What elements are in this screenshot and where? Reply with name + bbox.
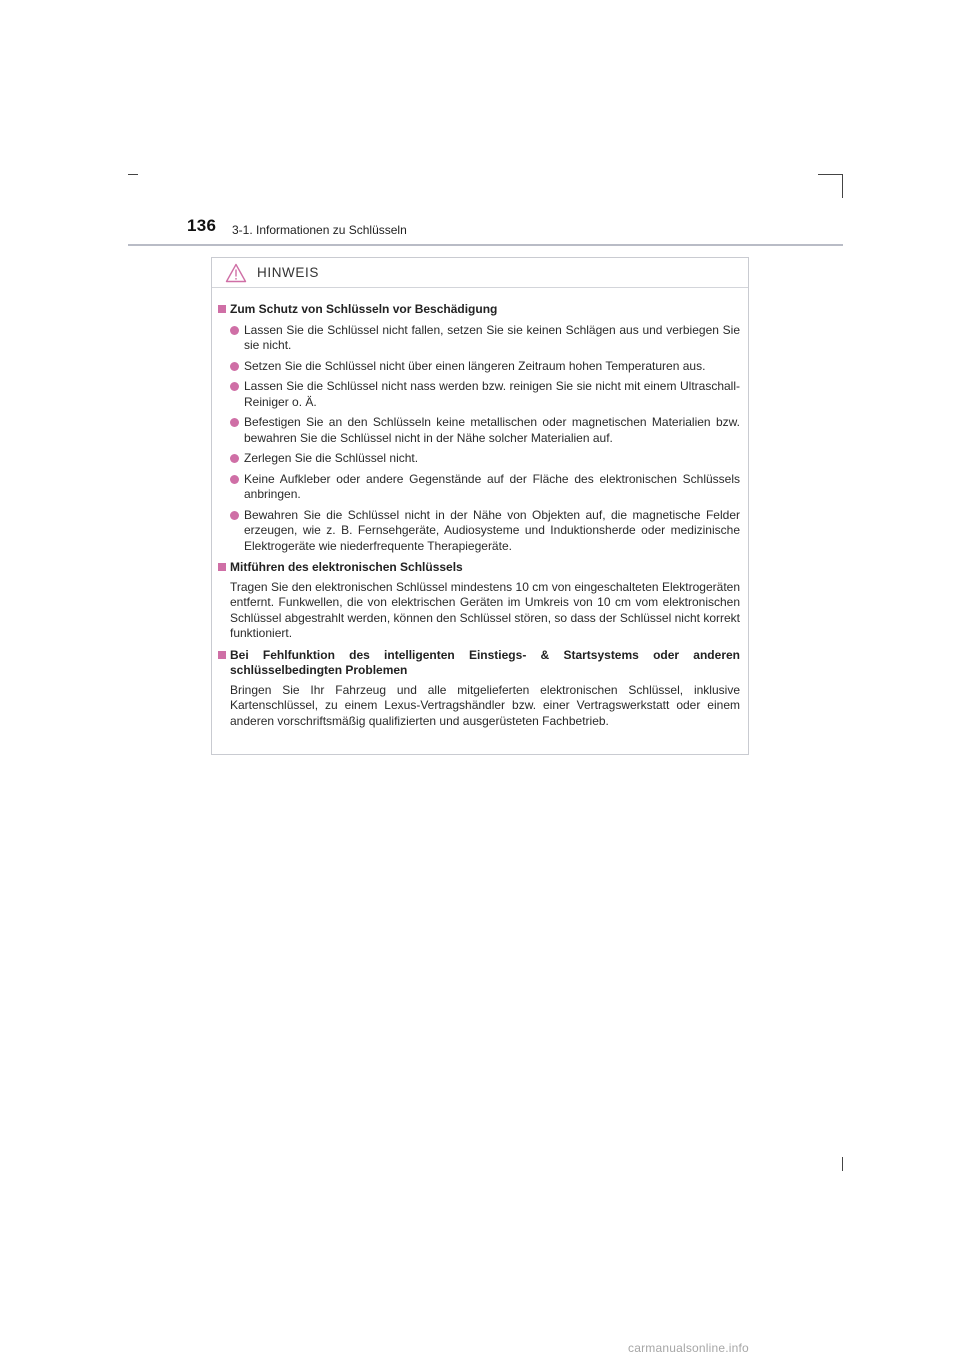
bullet-list	[230, 323, 740, 555]
notice-header	[212, 258, 748, 288]
list-item-text: Befestigen Sie an den Schlüsseln keine metallischen oder magnetischen Materialien bzw. bewahren Sie die Schlüssel nicht in der Nähe solcher Materialien auf.	[244, 415, 740, 445]
dot-bullet-icon	[230, 511, 239, 520]
list-item	[230, 415, 740, 446]
list-item-text: Setzen Sie die Schlüssel nicht über einen längeren Zeitraum hohen Temperaturen aus.	[244, 358, 706, 373]
dot-bullet-icon	[230, 326, 239, 335]
list-item-text: Keine Aufkleber oder andere Gegenstände auf der Fläche des elektronischen Schlüssels anbringen.	[244, 471, 740, 501]
notice-section	[218, 302, 740, 554]
list-item	[230, 323, 740, 354]
list-item	[230, 359, 740, 375]
section-title: 3-1. Informationen zu Schlüsseln	[232, 223, 407, 237]
crop-mark-top-right-h	[818, 174, 843, 175]
section-heading: Mitführen des elektronischen Schlüssels	[230, 560, 463, 574]
list-item-text: Zerlegen Sie die Schlüssel nicht.	[244, 451, 419, 465]
notice-box	[211, 257, 749, 755]
dot-bullet-icon	[230, 362, 239, 371]
crop-mark-bottom-right	[842, 1157, 843, 1171]
header-rule	[128, 244, 843, 246]
dot-bullet-icon	[230, 475, 239, 484]
notice-section	[218, 648, 740, 730]
warning-triangle-icon	[225, 263, 247, 283]
section-text: Bringen Sie Ihr Fahrzeug und alle mitgelieferten elektronischen Schlüssel, inklusive Kartenschlüssel, zu einem Lexus-Vertragshändler bzw. einer Vertragswerkstatt oder einem anderen vorschriftsmäßig qualifizierten und ausgerüsteten Fachbetrieb.	[230, 682, 740, 728]
dot-bullet-icon	[230, 382, 239, 391]
crop-mark-top-left	[128, 174, 138, 175]
section-heading: Zum Schutz von Schlüsseln vor Beschädigung	[230, 302, 498, 316]
list-item-text: Lassen Sie die Schlüssel nicht fallen, setzen Sie sie keinen Schlägen aus und verbiegen Sie sie nicht.	[244, 322, 740, 352]
list-item	[230, 508, 740, 555]
list-item	[230, 379, 740, 410]
dot-bullet-icon	[230, 454, 239, 463]
dot-bullet-icon	[230, 418, 239, 427]
list-item	[230, 472, 740, 503]
crop-mark-top-right-v	[842, 174, 843, 198]
list-item-text: Lassen Sie die Schlüssel nicht nass werden bzw. reinigen Sie sie nicht mit einem Ultraschall-Reiniger o. Ä.	[244, 379, 740, 409]
watermark: carmanualsonline.info	[628, 1341, 749, 1355]
square-bullet-icon	[218, 651, 226, 659]
notice-body	[212, 288, 748, 729]
list-item-text: Bewahren Sie die Schlüssel nicht in der Nähe von Objekten auf, die magnetische Felder erzeugen, wie z. B. Fernsehgeräte, Audiosysteme und Induktionsherde oder medizinische Elektrogeräte wie niederfrequente Therapiegeräte.	[244, 507, 740, 553]
notice-section	[218, 560, 740, 642]
list-item	[230, 451, 740, 467]
page-number: 136	[187, 216, 217, 235]
section-text: Tragen Sie den elektronischen Schlüssel mindestens 10 cm von eingeschalteten Elektrogeräten entfernt. Funkwellen, die von elektrischen Geräten im Umkreis von 10 cm vom elektronischen Schlüssel abgestrahlt werden, können den Schlüssel stören, so dass der Schlüssel nicht korrekt funktioniert.	[230, 579, 740, 640]
section-heading: Bei Fehlfunktion des intelligenten Einstiegs- & Startsystems oder anderen schlüsselbedingten Problemen	[230, 647, 740, 677]
square-bullet-icon	[218, 305, 226, 313]
square-bullet-icon	[218, 563, 226, 571]
notice-title: HINWEIS	[257, 265, 319, 280]
